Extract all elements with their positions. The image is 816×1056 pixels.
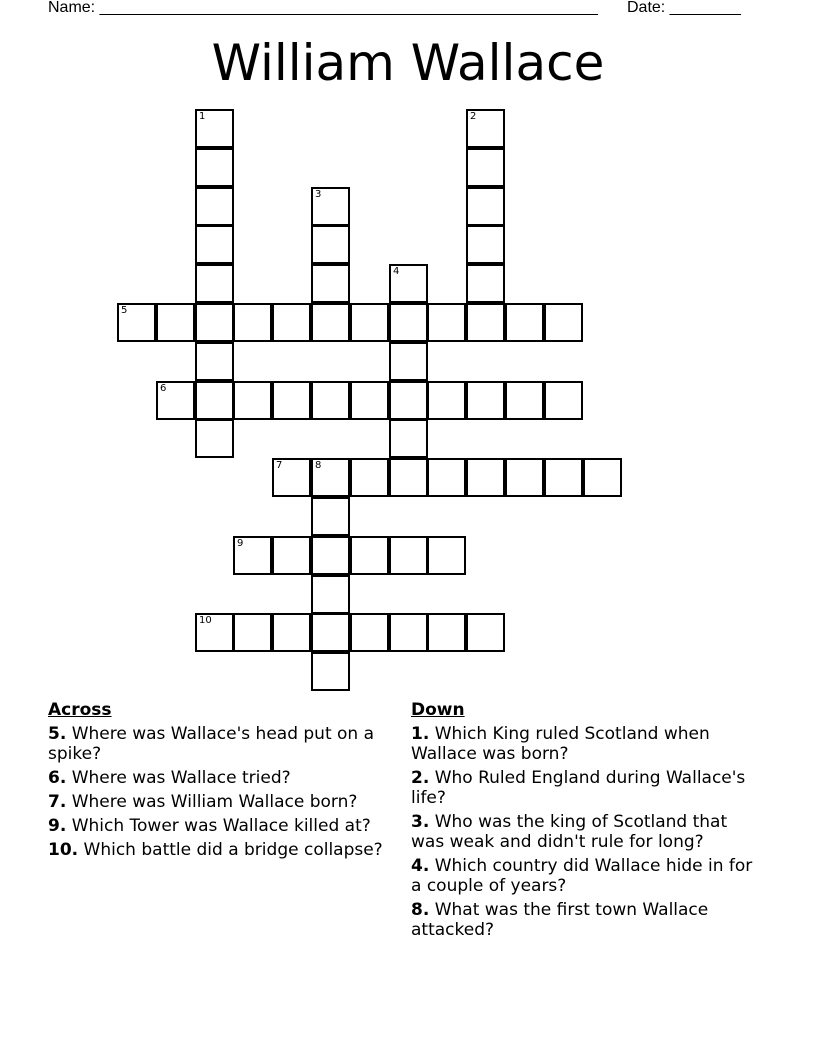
grid-cell[interactable] — [466, 187, 505, 226]
across-clue — [48, 724, 393, 764]
across-clue — [48, 816, 393, 836]
grid-cell[interactable] — [389, 303, 428, 342]
grid-cell[interactable] — [466, 109, 505, 148]
grid-cell[interactable] — [466, 303, 505, 342]
clue-text: Which King ruled Scotland when Wallace was born? — [411, 724, 710, 764]
name-field-label: Name: ________________________________________________________ — [48, 0, 598, 16]
grid-cell[interactable] — [427, 303, 466, 342]
grid-cell[interactable] — [195, 264, 234, 303]
clue-number: 10. — [48, 840, 79, 860]
grid-cell[interactable] — [583, 458, 622, 497]
clue-number: 5. — [48, 724, 67, 744]
across-clues — [48, 700, 393, 864]
grid-cell[interactable] — [195, 342, 234, 381]
across-clue — [48, 768, 393, 788]
cell-number: 6 — [160, 383, 167, 394]
grid-cell[interactable] — [272, 458, 311, 497]
clue-number: 7. — [48, 792, 67, 812]
clue-text: Which country did Wallace hide in for a couple of years? — [411, 856, 753, 896]
grid-cell[interactable] — [272, 536, 311, 575]
clue-text: Where was Wallace's head put on a spike? — [48, 724, 375, 764]
grid-cell[interactable] — [350, 458, 389, 497]
grid-cell[interactable] — [427, 381, 466, 420]
grid-cell[interactable] — [311, 652, 350, 691]
down-clue — [411, 724, 761, 764]
grid-cell[interactable] — [389, 419, 428, 458]
grid-cell[interactable] — [466, 264, 505, 303]
grid-cell[interactable] — [195, 419, 234, 458]
grid-cell[interactable] — [195, 225, 234, 264]
clue-text: Where was Wallace tried? — [71, 768, 291, 788]
grid-cell[interactable] — [311, 458, 350, 497]
grid-cell[interactable] — [272, 303, 311, 342]
cell-number: 9 — [237, 538, 244, 549]
clue-text: Who was the king of Scotland that was weak and didn't rule for long? — [411, 812, 728, 852]
grid-cell[interactable] — [427, 613, 466, 652]
grid-cell[interactable] — [544, 381, 583, 420]
grid-cell[interactable] — [233, 613, 272, 652]
grid-cell[interactable] — [311, 225, 350, 264]
grid-cell[interactable] — [389, 458, 428, 497]
grid-cell[interactable] — [195, 303, 234, 342]
cell-number: 3 — [315, 189, 322, 200]
grid-cell[interactable] — [117, 303, 156, 342]
down-clue — [411, 900, 761, 940]
grid-cell[interactable] — [389, 613, 428, 652]
clue-text: Which Tower was Wallace killed at? — [71, 816, 371, 836]
cell-number: 7 — [276, 460, 283, 471]
across-clue — [48, 840, 393, 860]
clue-number: 3. — [411, 812, 430, 832]
grid-cell[interactable] — [311, 303, 350, 342]
cell-number: 5 — [121, 305, 128, 316]
down-heading: Down — [411, 700, 465, 720]
grid-cell[interactable] — [505, 381, 544, 420]
down-clue — [411, 856, 761, 896]
grid-cell[interactable] — [311, 575, 350, 614]
date-field-label: Date: ________ — [627, 0, 741, 16]
grid-cell[interactable] — [156, 381, 195, 420]
clue-number: 6. — [48, 768, 67, 788]
clue-text: Who Ruled England during Wallace's life? — [411, 768, 746, 808]
across-clue — [48, 792, 393, 812]
grid-cell[interactable] — [505, 303, 544, 342]
across-heading: Across — [48, 700, 112, 720]
grid-cell[interactable] — [195, 148, 234, 187]
grid-cell[interactable] — [195, 109, 234, 148]
clue-text: What was the first town Wallace attacked? — [411, 900, 709, 940]
grid-cell[interactable] — [233, 303, 272, 342]
cell-number: 4 — [393, 266, 400, 277]
cell-number: 1 — [199, 111, 206, 122]
clue-number: 8. — [411, 900, 430, 920]
down-clue — [411, 812, 761, 852]
grid-cell[interactable] — [544, 458, 583, 497]
down-clues — [411, 700, 761, 944]
grid-cell[interactable] — [389, 536, 428, 575]
grid-cell[interactable] — [311, 187, 350, 226]
grid-cell[interactable] — [311, 536, 350, 575]
grid-cell[interactable] — [350, 536, 389, 575]
grid-cell[interactable] — [311, 264, 350, 303]
grid-cell[interactable] — [311, 613, 350, 652]
grid-cell[interactable] — [195, 381, 234, 420]
grid-cell[interactable] — [233, 381, 272, 420]
grid-cell[interactable] — [466, 148, 505, 187]
grid-cell[interactable] — [156, 303, 195, 342]
grid-cell[interactable] — [466, 381, 505, 420]
clue-text: Where was William Wallace born? — [71, 792, 358, 812]
cell-number: 2 — [470, 111, 477, 122]
grid-cell[interactable] — [389, 342, 428, 381]
grid-cell[interactable] — [466, 225, 505, 264]
grid-cell[interactable] — [311, 497, 350, 536]
grid-cell[interactable] — [389, 381, 428, 420]
cell-number: 10 — [199, 615, 212, 626]
clue-number: 9. — [48, 816, 67, 836]
grid-cell[interactable] — [350, 613, 389, 652]
grid-cell[interactable] — [466, 613, 505, 652]
grid-cell[interactable] — [427, 458, 466, 497]
grid-cell[interactable] — [350, 303, 389, 342]
grid-cell[interactable] — [350, 381, 389, 420]
clue-number: 1. — [411, 724, 430, 744]
grid-cell[interactable] — [195, 187, 234, 226]
clue-number: 4. — [411, 856, 430, 876]
grid-cell[interactable] — [195, 613, 234, 652]
grid-cell[interactable] — [272, 613, 311, 652]
grid-cell[interactable] — [389, 264, 428, 303]
grid-cell[interactable] — [544, 303, 583, 342]
down-clue — [411, 768, 761, 808]
clue-number: 2. — [411, 768, 430, 788]
clue-text: Which battle did a bridge collapse? — [83, 840, 383, 860]
grid-cell[interactable] — [311, 381, 350, 420]
grid-cell[interactable] — [233, 536, 272, 575]
grid-cell[interactable] — [466, 458, 505, 497]
puzzle-title: William Wallace — [211, 34, 605, 92]
grid-cell[interactable] — [505, 458, 544, 497]
cell-number: 8 — [315, 460, 322, 471]
grid-cell[interactable] — [272, 381, 311, 420]
grid-cell[interactable] — [427, 536, 466, 575]
